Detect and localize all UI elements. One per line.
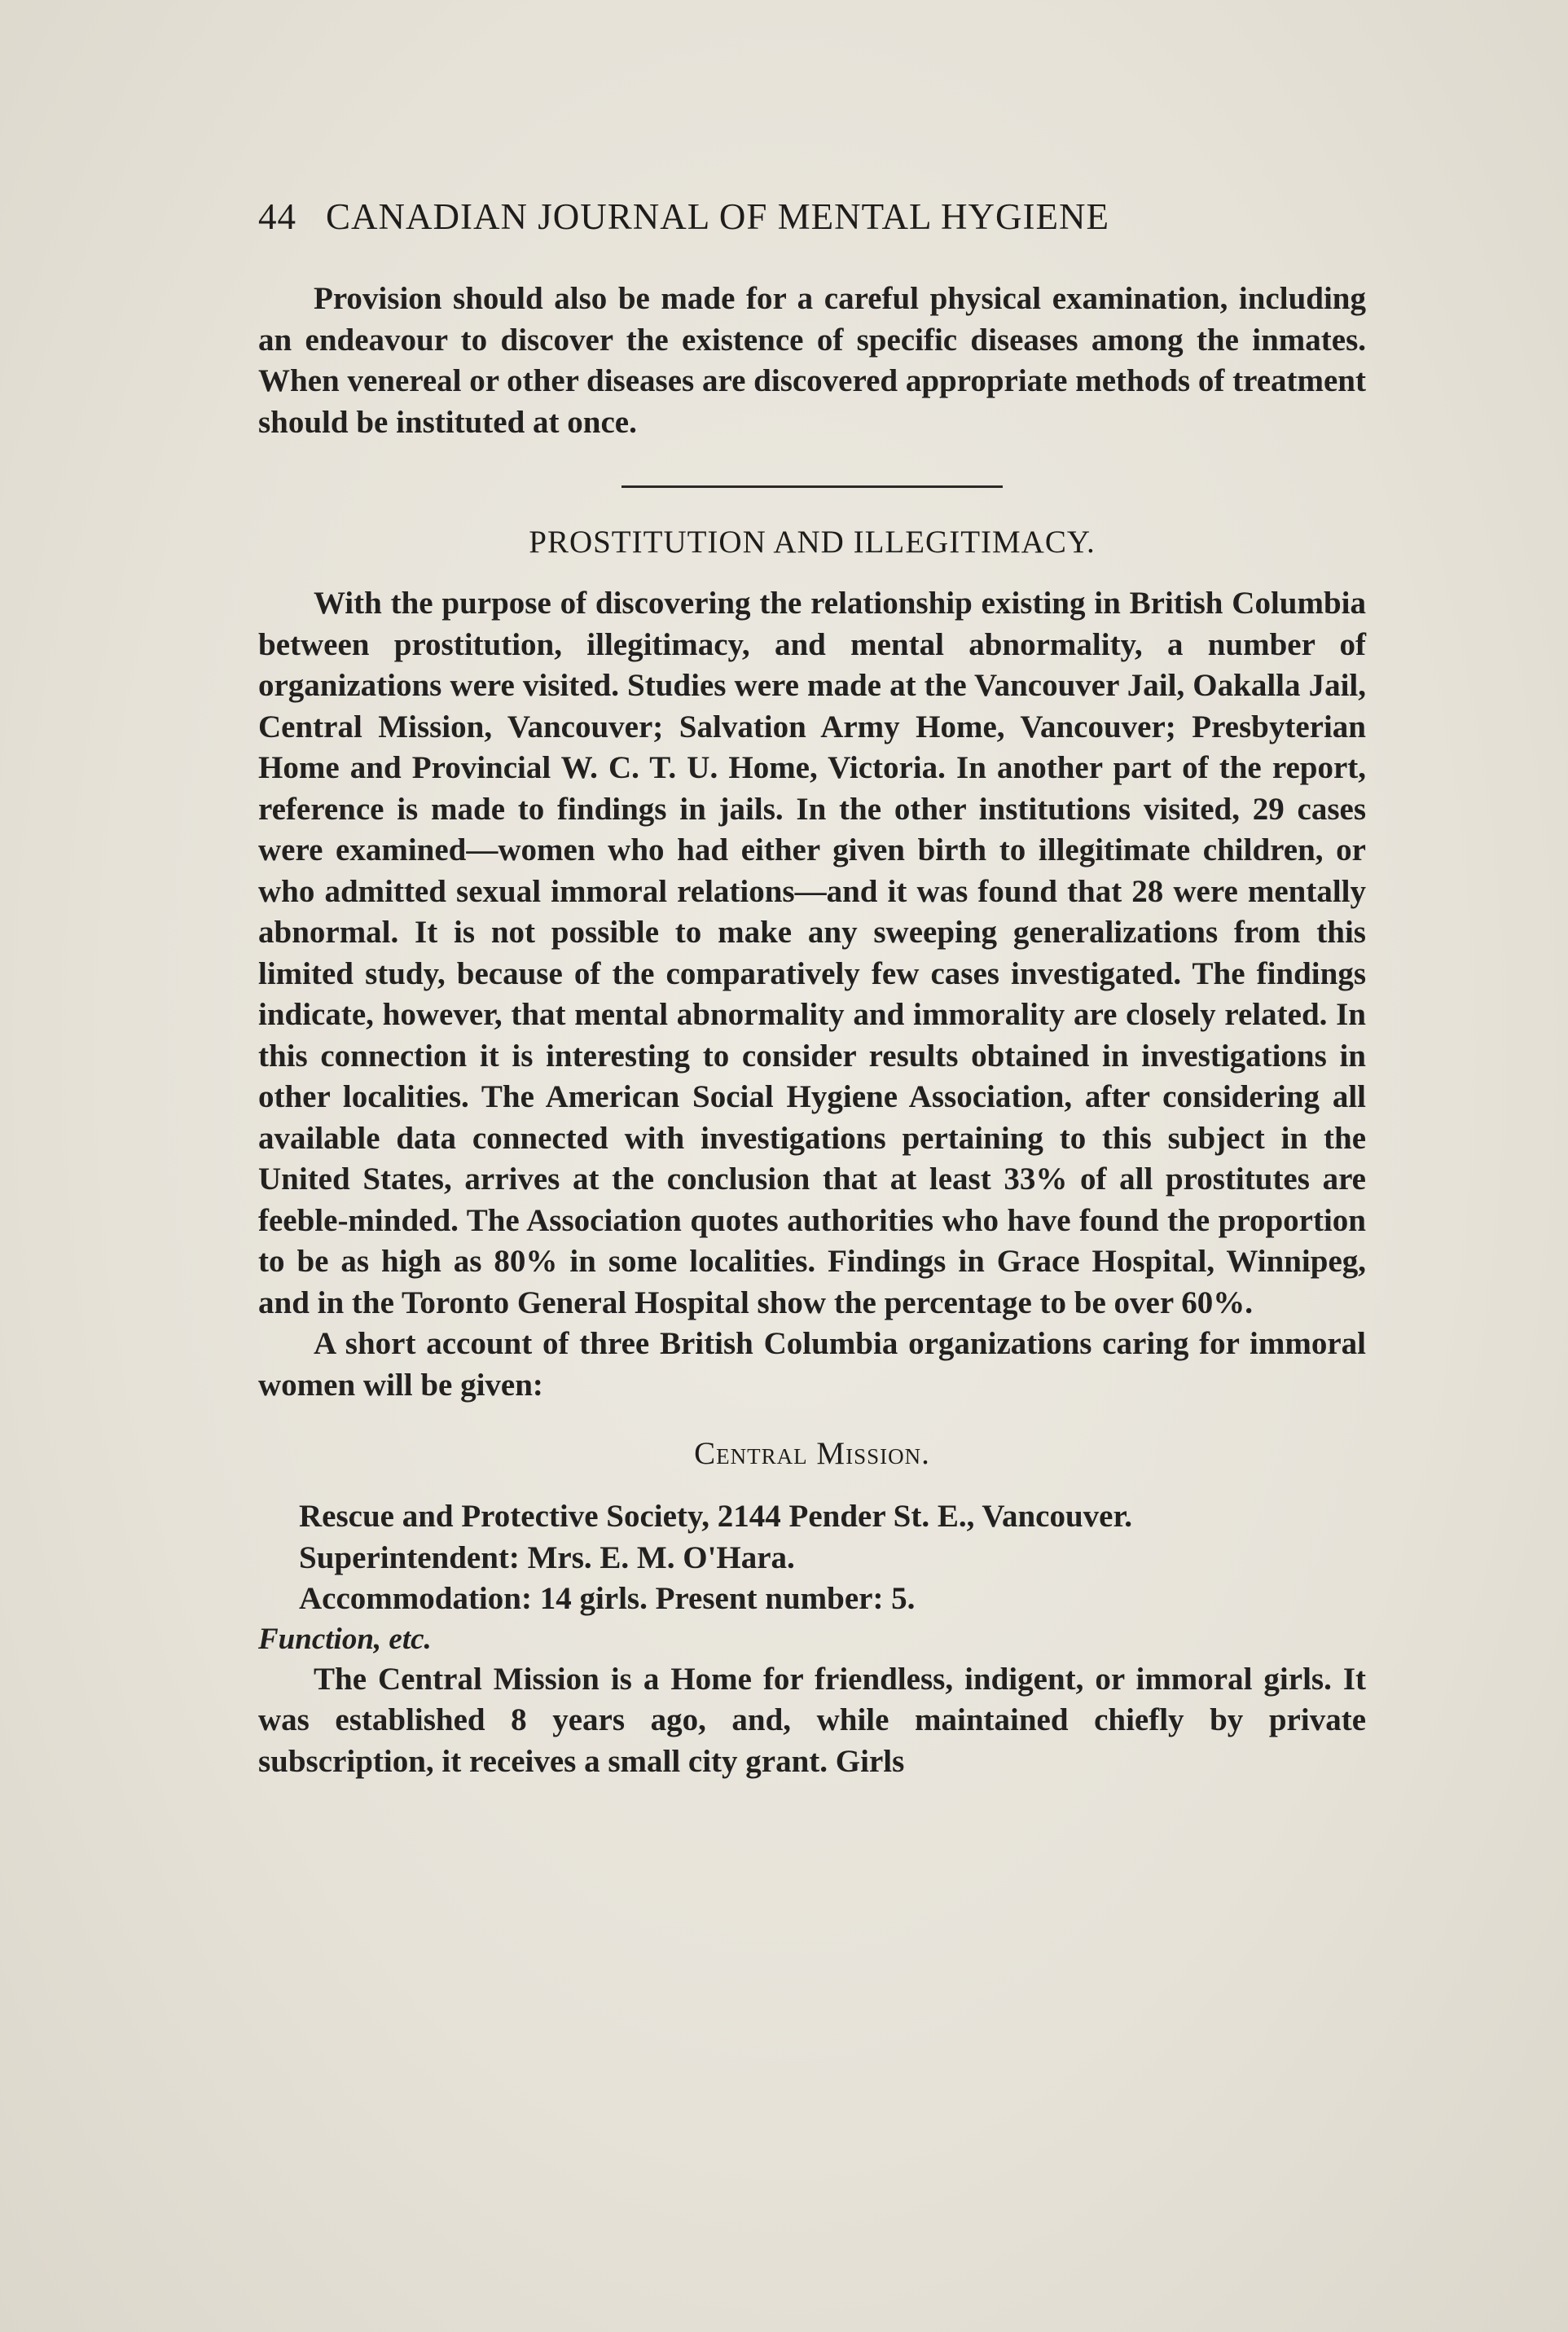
section-paragraph-2: A short account of three British Columbia organizations caring for immoral women will be given:: [258, 1326, 1366, 1403]
text-column: [258, 195, 1366, 1782]
section-title: PROSTITUTION AND ILLEGITIMACY.: [529, 525, 1096, 560]
journal-title: CANADIAN JOURNAL OF MENTAL HYGIENE: [326, 196, 1109, 237]
address-line: Rescue and Protective Society, 2144 Pender St. E., Vancouver.: [299, 1499, 1132, 1534]
section-divider: [621, 485, 1003, 488]
function-heading: Function, etc.: [258, 1622, 432, 1656]
section-paragraph-1: With the purpose of discovering the relationship existing in British Columbia between prostitution, illegitimacy, and mental abnormality, a number of organizations were visited. Studies were made at the Vancouver Jail, Oakalla Jail, Central Mission, Vancouver; Salvation Army Home, Vancouver; Presbyterian Home and Provincial W. C. T. U. Home, Victoria. In another part of the report, reference is made to findings in jails. In the other institutions visited, 29 cases were examined—women who had either given birth to illegitimate children, or who admitted sexual immoral relations—and it was found that 28 were mentally abnormal. It is not possible to make any sweeping generalizations from this limited study, because of the comparatively few cases investigated. The findings indicate, however, that mental abnormality and immorality are closely related. In this connection it is interesting to consider results obtained in investigations in other localities. The American Social Hygiene Association, after considering all available data connected with investigations pertaining to this subject in the United States, arrives at the conclusion that at least 33% of all prostitutes are feeble-minded. The Association quotes authorities who have found the proportion to be as high as 80% in some localities. Findings in Grace Hospital, Winnipeg, and in the Toronto General Hospital show the percentage to be over 60%.: [258, 586, 1366, 1320]
accommodation-line: Accommodation: 14 girls. Present number: 5.: [299, 1581, 916, 1616]
subsection-title: Central Mission.: [694, 1436, 930, 1471]
subsection-paragraph: The Central Mission is a Home for friendless, indigent, or immoral girls. It was established 8 years ago, and, while maintained chiefly by private subscription, it receives a small city grant. Girls: [258, 1661, 1366, 1779]
superintendent-line: Superintendent: Mrs. E. M. O'Hara.: [299, 1539, 795, 1575]
running-head: [258, 195, 1366, 238]
page-number: 44: [258, 196, 296, 237]
intro-paragraph: Provision should also be made for a careful physical examination, including an endeavour to discover the existence of specific diseases among the inmates. When venereal or other diseases are discovered appropriate methods of treatment should be instituted at once.: [258, 281, 1366, 440]
